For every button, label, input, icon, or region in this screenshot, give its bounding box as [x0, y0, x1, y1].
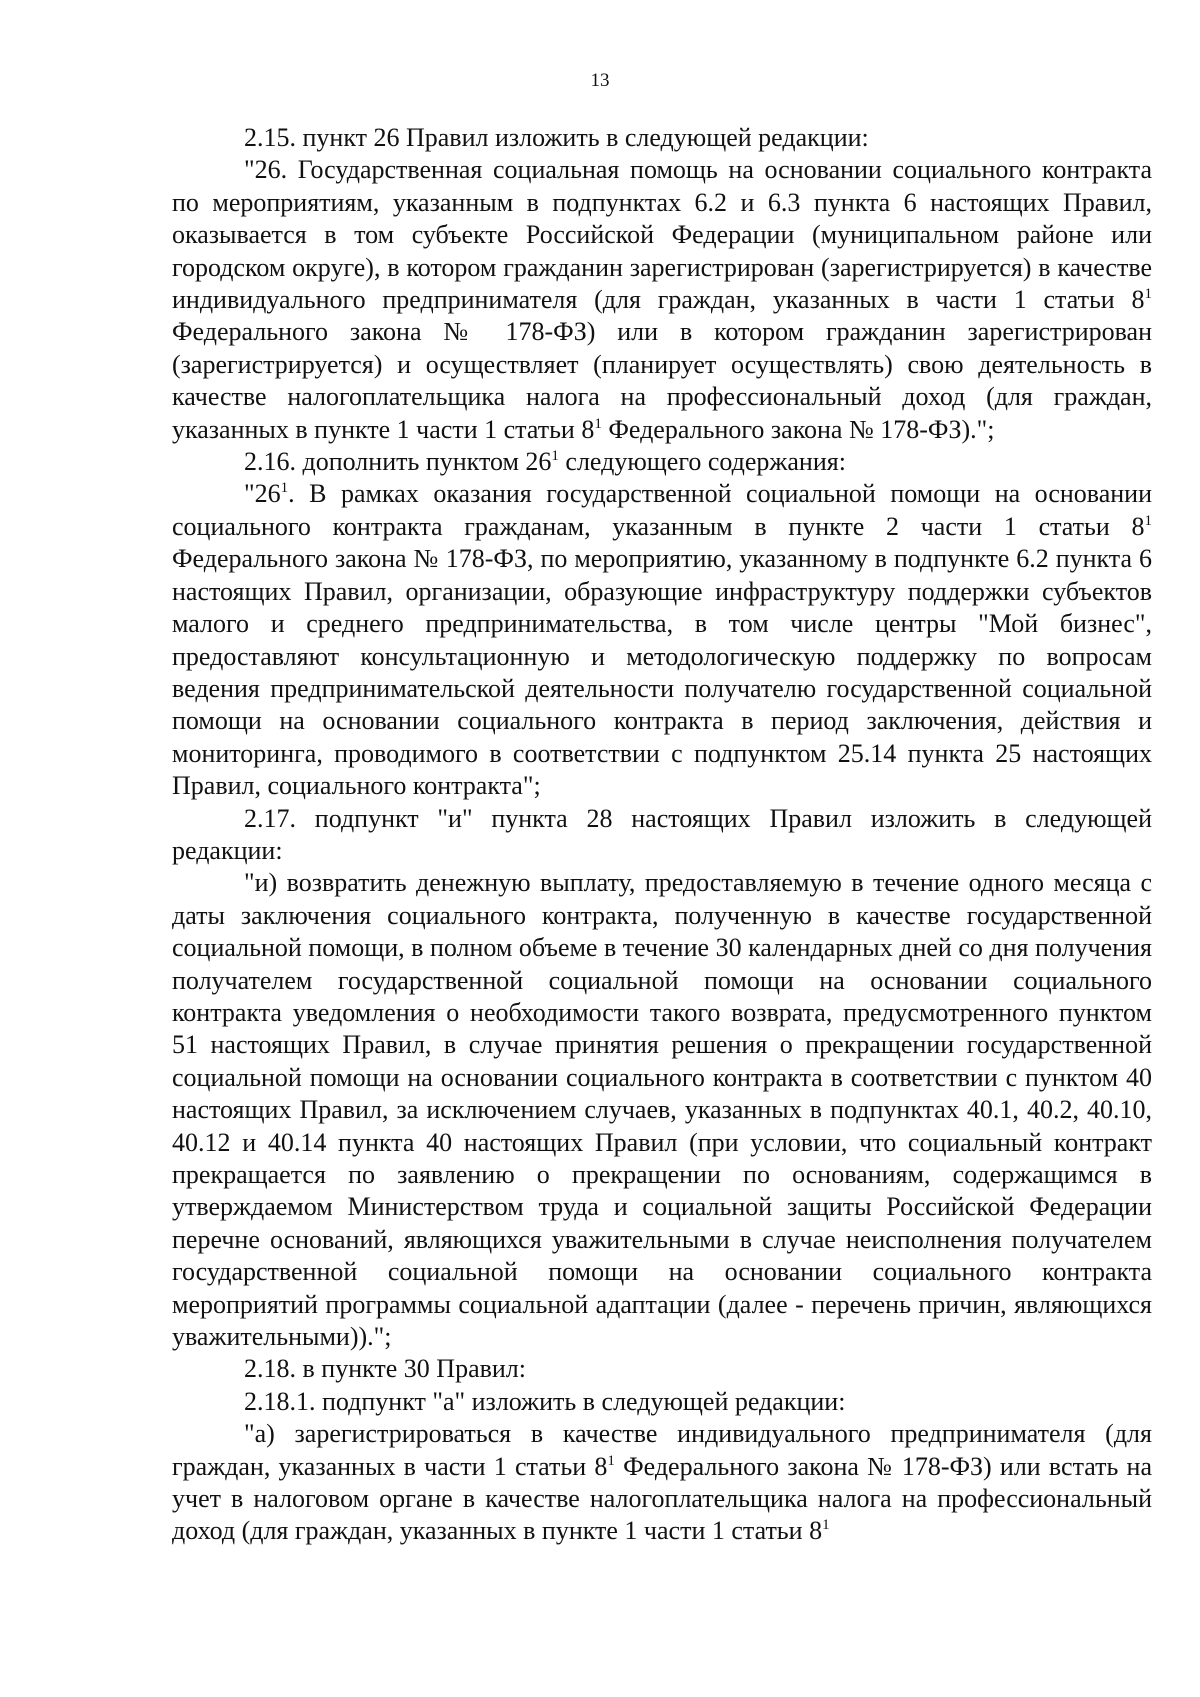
paragraph-p-2-15 — [172, 122, 1152, 154]
superscript: 1 — [594, 415, 602, 432]
superscript: 1 — [607, 1452, 615, 1469]
superscript: 1 — [551, 448, 559, 465]
superscript: 1 — [1144, 512, 1152, 529]
page-number: 13 — [590, 70, 610, 91]
text-segment: 2.18.1. подпункт "а" изложить в следующей редакции: — [244, 1386, 846, 1416]
paragraph-p-28-i-text — [172, 867, 1152, 1353]
text-segment: Федерального закона № 178-ФЗ)."; — [601, 414, 995, 444]
text-segment: . В рамках оказания государственной социальной помощи на основании социального контракта гражданам, указанным в пункте 2 части 1 статьи 8 — [172, 479, 1152, 541]
text-segment: 2.17. подпункт "и" пункта 28 настоящих Правил изложить в следующей редакции: — [172, 803, 1152, 865]
paragraph-p-2-17 — [172, 803, 1152, 868]
text-segment: "26 — [244, 479, 281, 509]
paragraph-p-2-16 — [172, 446, 1152, 478]
paragraph-p-2-18 — [172, 1353, 1152, 1385]
paragraph-p-26-1-text — [172, 478, 1152, 802]
text-segment: 2.15. пункт 26 Правил изложить в следующей редакции: — [244, 123, 869, 152]
text-segment: "и) возвратить денежную выплату, предоставляемую в течение одного месяца с даты заключения социального контракта, полученную в качестве государственной социальной помощи, в полном объеме в течение 30 календарных дней со дня получения получателем государственной социальной помощи на основании социального контракта уведомления о необходимости такого возврата, предусмотренного пунктом 51 настоящих Правил, в случае принятия решения о прекращении государственной социальной помощи на основании социального контракта в соответствии с пунктом 40 настоящих Правил, за исключением случаев, указанных в подпунктах 40.1, 40.2, 40.10, 40.12 и 40.14 пункта 40 настоящих Правил (при условии, что социальный контракт прекращается по заявлению о прекращении по основаниям, содержащимся в утверждаемом Министерством труда и социальной защиты Российской Федерации перечне оснований, являющихся уважительными в случае неисполнения получателем государственной социальной помощи на основании социального контракта мероприятий программы социальной адаптации (далее - перечень причин, являющихся уважительными))."; — [172, 868, 1152, 1352]
text-segment: Федерального закона № 178-ФЗ, по мероприятию, указанному в подпункте 6.2 пункта 6 настоящих Правил, организации, образующие инфраструктуру поддержки субъектов малого и среднего предпринимательства, в том числе центры "Мой бизнес", предоставляют консультационную и методологическую поддержку по вопросам ведения предпринимательской деятельности получателю государственной социальной помощи на основании социального контракта в период заключения, действия и мониторинга, проводимого в соответствии с подпунктом 25.14 пункта 25 настоящих Правил, социального контракта"; — [172, 544, 1152, 801]
text-segment: "а) зарегистрироваться в качестве индивидуального предпринимателя (для граждан, указанных в части 1 статьи 8 — [172, 1419, 1152, 1481]
text-segment: "26. Государственная социальная помощь на основании социального контракта по мероприятиям, указанным в подпунктах 6.2 и 6.3 пункта 6 настоящих Правил, оказывается в том субъекте Российской Федерации (муниципальном районе или городском округе), в котором гражданин зарегистрирован (зарегистрируется) в качестве индивидуального предпринимателя (для граждан, указанных в части 1 статьи 8 — [172, 155, 1152, 315]
text-segment: 2.18. в пункте 30 Правил: — [244, 1354, 527, 1384]
paragraph-p-30-a-text — [172, 1418, 1152, 1548]
text-segment: 2.16. дополнить пунктом 26 — [244, 447, 552, 477]
text-segment: следующего содержания: — [558, 447, 846, 477]
superscript: 1 — [1144, 286, 1152, 303]
document-body — [172, 122, 1152, 1548]
text-segment: Федерального закона № 178-ФЗ) или встать на учет в налоговом органе в качестве налогоплательщика налога на профессиональный доход (для граждан, указанных в пункте 1 части 1 статьи 8 — [172, 1451, 1152, 1546]
paragraph-p-26-text — [172, 154, 1152, 446]
superscript: 1 — [822, 1517, 830, 1534]
paragraph-p-2-18-1 — [172, 1386, 1152, 1418]
superscript: 1 — [280, 480, 289, 497]
text-segment: Федерального закона № 178-ФЗ) или в котором гражданин зарегистрирован (зарегистрируется) и осуществляет (планирует осуществлять) свою деятельность в качестве налогоплательщика налога на профессиональный доход (для граждан, указанных в пункте 1 части 1 статьи 8 — [172, 317, 1152, 444]
